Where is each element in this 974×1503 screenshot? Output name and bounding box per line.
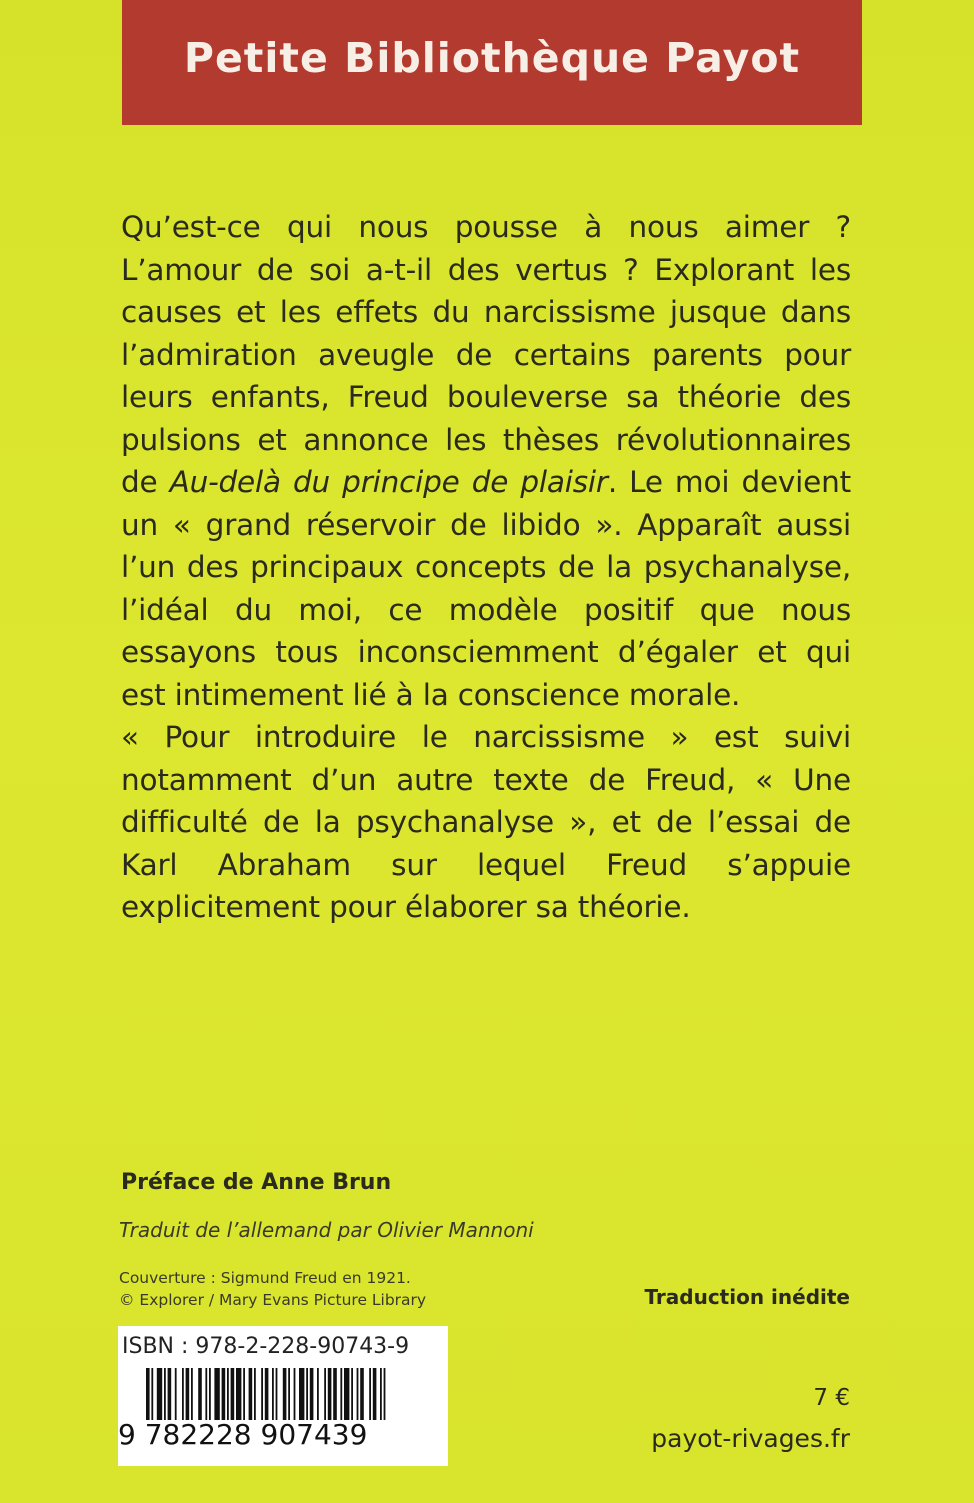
barcode-bar [227,1368,229,1420]
blurb [121,206,851,929]
isbn-label: ISBN : 978-2-228-90743-9 [122,1334,410,1359]
book-title-reference: Au-delà du principe de plaisir [169,465,608,499]
barcode-bar [276,1368,278,1420]
barcode-block [118,1326,448,1466]
series-banner [122,0,862,125]
barcode-bar [168,1368,172,1420]
barcode-bar [294,1368,296,1420]
barcode-bar [306,1368,308,1420]
barcode-bar [214,1368,219,1420]
blurb-paragraph-2: « Pour introduire le narcissisme » est suivi notamment d’un autre texte de Freud, « Une difficulté de la psychanalyse », et de l’essai de Karl Abraham sur lequel Freud s’appuie explicitement pour élaborer sa théorie. [121,720,851,924]
cover-credit-line: © Explorer / Mary Evans Picture Library [119,1291,427,1309]
barcode-bar [231,1368,235,1420]
barcode-bar [283,1368,287,1420]
barcode-bar [186,1368,190,1420]
barcode-bar [384,1368,386,1420]
barcode-digits [118,1418,448,1451]
barcode-bar [175,1368,177,1420]
barcode-bar [360,1368,364,1420]
barcode-bar [317,1368,319,1420]
barcode-bar [333,1368,337,1420]
series-title: Petite Bibliothèque Payot [183,33,801,82]
barcode-bar [198,1368,202,1420]
barcode-bar [236,1368,241,1420]
blurb-paragraph-1 [121,206,851,716]
barcode-bar [340,1368,342,1420]
blurb-text: Qu’est-ce qui nous pousse à nous aimer ? L’amour de soi a-t-il des vertus ? Explorant les causes et les effets du narcissisme jusque dans l’admiration aveugle de certains parents pour leurs enfants, Freud bouleverse sa théorie des pulsions et annonce les thèses révolutionnaires de [121,210,851,499]
barcode-bar [254,1368,256,1420]
barcode-bar [182,1368,184,1420]
barcode-bar [146,1368,150,1420]
barcode-bar [222,1368,226,1420]
barcode-bar [351,1368,353,1420]
barcode-image [118,1368,448,1420]
price: 7 € [813,1385,850,1411]
barcode-bar [164,1368,166,1420]
translation-label: Traduction inédite [644,1285,850,1309]
barcode-bar [261,1368,263,1420]
barcode-bar [205,1368,207,1420]
barcode-bar [249,1368,253,1420]
barcode-bar [288,1368,290,1420]
barcode-bar [357,1368,359,1420]
preface-credit: Préface de Anne Brun [121,1170,392,1195]
barcode-digits-text: 9 782228 907439 [118,1418,368,1451]
barcode-bar [369,1368,371,1420]
barcode-bar [272,1368,274,1420]
barcode-bar [191,1368,193,1420]
barcode-bar [243,1368,245,1420]
barcode-bar [324,1368,326,1420]
cover-credit-line: Couverture : Sigmund Freud en 1921. [119,1269,411,1287]
barcode-bar [265,1368,269,1420]
barcode-bar [328,1368,332,1420]
website: payot-rivages.fr [651,1424,850,1453]
translator-credit: Traduit de l’allemand par Olivier Mannoni [119,1218,534,1242]
barcode-bar [299,1368,304,1420]
cover-credits [119,1267,426,1311]
barcode-bar [344,1368,349,1420]
barcode-bar [151,1368,153,1420]
barcode-bar [373,1368,377,1420]
barcode-bar [310,1368,314,1420]
barcode-bar [380,1368,382,1420]
blurb-text: . Le moi devient un « grand réservoir de libido ». Apparaît aussi l’un des principaux concepts de la psychanalyse, l’idéal du moi, ce modèle positif que nous essayons tous inconsciemment d’égaler et qui est intimement lié à la conscience morale. [121,465,851,712]
barcode-bar [157,1368,162,1420]
barcode-bar [209,1368,211,1420]
